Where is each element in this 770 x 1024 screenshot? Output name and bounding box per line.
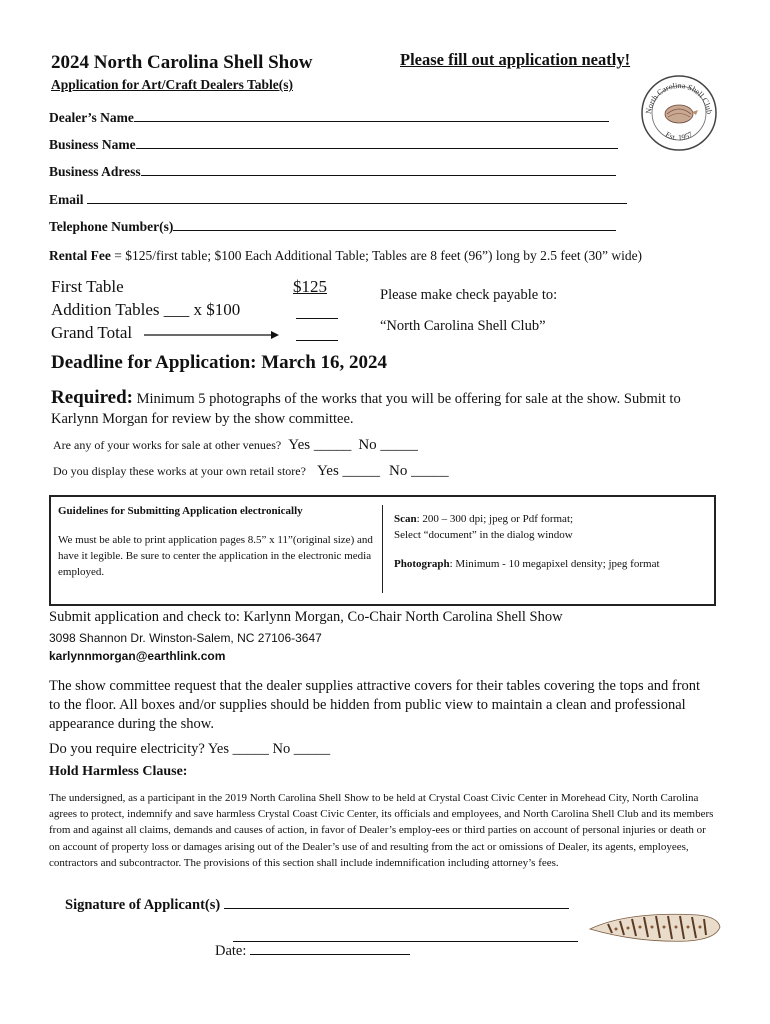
submit-address: 3098 Shannon Dr. Winston-Salem, NC 27106-3647: [49, 631, 322, 645]
first-table-amount: $125: [293, 277, 327, 296]
email-label: Email: [49, 192, 84, 207]
form-subtitle: Application for Art/Craft Dealers Table(s): [51, 77, 293, 92]
scan-text-2: Select “document” in the dialog window: [394, 529, 573, 541]
first-table-label: First Table: [51, 277, 124, 296]
required-line1: [51, 387, 681, 409]
logo-top-text: North Carolina Shell Club: [643, 80, 714, 115]
hold-harmless-title: Hold Harmless Clause:: [49, 764, 188, 779]
dealer-name-field[interactable]: [49, 110, 609, 126]
shell-club-logo: [640, 74, 718, 152]
business-name-field[interactable]: [49, 137, 618, 153]
covers-paragraph: The show committee request that the dealer supplies attractive covers for their tables covering the tops and front to the floor. All boxes and/or supplies should be hidden from public view to maintain a clean and professional appearance during the show.: [49, 678, 701, 732]
email-field[interactable]: [49, 192, 627, 208]
question-retail-store: [53, 463, 449, 480]
grand-total-blank[interactable]: [296, 340, 338, 341]
telephone-field[interactable]: [49, 219, 616, 235]
dealer-name-label: Dealer’s Name: [49, 110, 134, 125]
payee-text: “North Carolina Shell Club”: [380, 318, 546, 334]
submit-email[interactable]: karlynnmorgan@earthlink.com: [49, 649, 226, 663]
telephone-label: Telephone Number(s): [49, 219, 174, 234]
notice-text: Please fill out application neatly!: [400, 50, 631, 69]
guidelines-body: We must be able to print application pages 8.5” x 11”(original size) and have it legible. Be sure to center the application in the electronic media employed.: [58, 534, 373, 578]
required-text-1: Minimum 5 photographs of the works that you will be offering for sale at the show. Submit to: [136, 391, 681, 407]
check-payable-text: Please make check payable to:: [380, 287, 558, 303]
electricity-question[interactable]: Do you require electricity? Yes _____ No _____: [49, 741, 331, 757]
other-venues-no[interactable]: No _____: [358, 437, 418, 453]
retail-store-yes[interactable]: Yes _____: [316, 463, 381, 479]
question-retail-store-text: Do you display these works at your own retail store?: [53, 464, 306, 478]
business-address-field[interactable]: [49, 164, 616, 180]
required-line2: Karlynn Morgan for review by the show committee.: [51, 411, 354, 427]
date-label: Date:: [215, 943, 247, 959]
scan-label: Scan: [394, 513, 417, 525]
business-address-label: Business Adress: [49, 164, 141, 179]
rental-fee-label: Rental Fee: [49, 248, 111, 263]
additional-tables-label: Addition Tables ___ x $100: [51, 300, 241, 319]
photo-label: Photograph: [394, 558, 450, 570]
submit-line: Submit application and check to: Karlynn Morgan, Co-Chair North Carolina Shell Show: [49, 609, 563, 625]
date-field[interactable]: [215, 943, 410, 960]
form-title: 2024 North Carolina Shell Show: [51, 52, 313, 73]
scan-spec: [394, 511, 573, 543]
additional-amount-blank[interactable]: [296, 318, 338, 319]
rental-fee-text: = $125/first table; $100 Each Additional Table; Tables are 8 feet (96”) long by 2.5 feet (30” wide): [114, 248, 643, 263]
hold-harmless-body: The undersigned, as a participant in the 2019 North Carolina Shell Show to be held at Crystal Coast Civic Center in Morehead City, North Carolina agrees to protect, indemnify and save harmless Crystal Coast Civic Center, its officials and employees, and North Carolina Shell Club and its members from and against all claims, demands and causes of action, in favor of Dealer’s employ-ees or third parties on account of personal injuries or death or on account of property loss or damages arising out of the Dealer’s use of and resulting from the act or omissions of Dealer, its agents, employees, contractors and subcontractor. The provisions of this section shall include indemnification including attorney’s fees.: [49, 792, 714, 869]
rental-fee-line: [49, 248, 642, 264]
question-other-venues-text: Are any of your works for sale at other venues?: [53, 438, 282, 452]
photo-text: : Minimum - 10 megapixel density; jpeg format: [449, 558, 660, 570]
business-name-label: Business Name: [49, 137, 136, 152]
question-other-venues: [53, 437, 418, 454]
photo-spec: [394, 558, 660, 570]
deadline-heading: Deadline for Application: March 16, 2024: [51, 352, 388, 373]
scan-text: : 200 – 300 dpi; jpeg or Pdf format;: [416, 513, 574, 525]
grand-total-arrow: [144, 327, 280, 345]
signature-label: Signature of Applicant(s): [65, 897, 221, 913]
retail-store-no[interactable]: No _____: [389, 463, 449, 479]
grand-total-label: Grand Total: [51, 323, 133, 342]
signature-second-line[interactable]: [233, 941, 578, 942]
shell-illustration: [588, 905, 723, 954]
guidelines-divider: [382, 505, 383, 593]
other-venues-yes[interactable]: Yes _____: [288, 437, 352, 453]
required-label: Required:: [51, 387, 133, 408]
signature-field[interactable]: [65, 897, 569, 914]
logo-bottom-text: Est. 1957: [663, 129, 695, 143]
guidelines-title: Guidelines for Submitting Application electronically: [58, 505, 303, 517]
